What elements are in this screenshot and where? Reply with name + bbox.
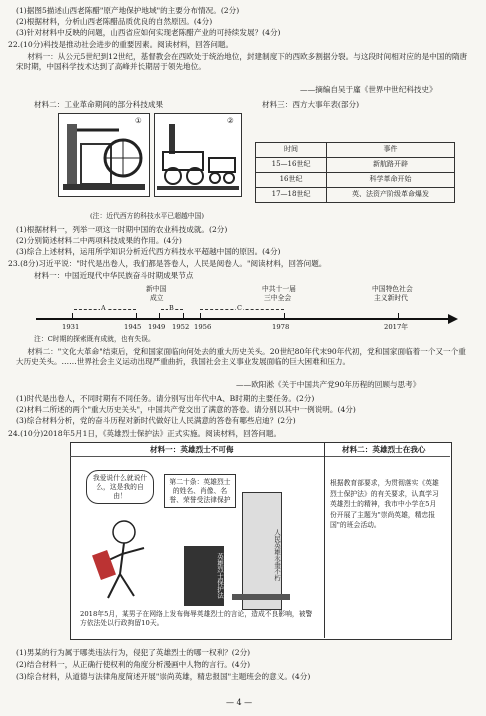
- table-row: [256, 188, 455, 203]
- image-label-1: ①: [135, 116, 142, 125]
- q22-header: 22.(10分)科技是推动社会进步的重要因素。阅读材料，回答问题。: [8, 40, 234, 49]
- steam-engine-image: [58, 113, 150, 197]
- table-cell: 新航路开辟: [327, 158, 455, 173]
- tick: [284, 313, 285, 320]
- monument: 人民英雄永垂不朽: [242, 492, 282, 610]
- timeline-node-prc-b: 成立: [150, 294, 164, 302]
- timeline-node-new-era-b: 主义新时代: [374, 294, 408, 302]
- q23-timeline-note: 注：C时期的探索既有成就，也有失误。: [34, 335, 155, 343]
- q23-sub3: (3)综合材料分析，党的奋斗历程对新时代做好让人民满意的答卷有哪些启迪？(2分): [16, 416, 296, 425]
- monument-base: [232, 594, 290, 600]
- q24-sub1: (1)男某的行为属于哪类违法行为，侵犯了英雄烈士的哪一权利？(2分): [16, 648, 251, 657]
- timeline-arrow-icon: [448, 314, 458, 324]
- tick: [398, 313, 399, 320]
- page-number: — 4 —: [226, 698, 253, 707]
- tick: [72, 313, 73, 320]
- q23-sub2: (2)材料二所述的两个"重大历史关头"，中国共产党交出了满意的答卷。请分别以其中一例说明。(4分): [16, 405, 356, 414]
- q21-sub3: (3)针对材料中反映的问题，山西省应如何实现老陈醋产业的可持续发展？(4分): [16, 28, 281, 37]
- year-label: 1952: [172, 323, 190, 331]
- q24-sub2: (2)结合材料一，从正确行使权利的角度分析漫画中人物的言行。(4分): [16, 660, 251, 669]
- year-label: 1956: [194, 323, 212, 331]
- year-label: 1978: [272, 323, 290, 331]
- table-cell: 科学革命开始: [327, 173, 455, 188]
- q22-material1: 材料一：从公元5世纪到12世纪，基督教会在西欧处于统治地位，封建制度下的西欧多割据分裂。与这段时间相对应的是中国的隋唐宋时期，中国科学技术达到了高峰并长期居于领先地位。: [16, 52, 468, 71]
- q24-sub3: (3)综合材料，从道德与法律角度简述开展"崇尚英雄，精忠报国"主题班会的意义。(4分): [16, 672, 311, 681]
- q24-material2-text: 根据教育部要求，为贯彻落实《英雄烈士保护法》的有关要求，认真学习英雄烈士的精神，我市中小学在5月份开展了主题为"崇尚英雄，精忠报国"的班会活动。: [330, 479, 439, 530]
- year-label: 2017年: [384, 323, 409, 331]
- year-label: 1945: [124, 323, 142, 331]
- table-header-cell: 事件: [327, 143, 455, 158]
- q22-material2-title: 材料二：工业革命期间的部分科技成果: [34, 100, 164, 109]
- q24-header: 24.(10分)2018年5月1日，《英雄烈士保护法》正式实施。阅读材料，回答问题。: [8, 429, 282, 438]
- timeline-node-third-plenum: 中共十一届: [262, 285, 296, 293]
- q22-material3-title: 材料三：西方大事年表(部分): [262, 100, 360, 109]
- man-figure-icon: [90, 518, 160, 602]
- tick: [200, 313, 201, 320]
- speech-bubble-law: 第二十条：英雄烈士的姓名、肖像、名誉、荣誉受法律保护: [164, 474, 236, 508]
- frame-divider: [70, 456, 450, 457]
- segment-a-label: A: [101, 304, 106, 312]
- q22-sub1: (1)根据材料一，列举一项这一时期中国的农业科技成就。(2分): [16, 225, 228, 234]
- q22-material2-note: (注：近代西方的科技水平已超越中国): [90, 212, 205, 220]
- q22-sub2: (2)分别简述材料二中两项科技成果的作用。(4分): [16, 236, 182, 245]
- cartoon: [80, 462, 316, 606]
- q24-material1-title: 材料一：英雄烈士不可侮: [150, 445, 234, 454]
- q23-header: 23.(8分)习近平说："时代是出卷人，我们都是答卷人，人民是阅卷人。"阅读材料，回答问题。: [8, 259, 327, 268]
- q21-sub2: (2)根据材料，分析山西老陈醋品质优良的自然原因。(4分): [16, 17, 213, 26]
- table-cell: 15—16世纪: [256, 158, 327, 173]
- speech-bubble-man: 我爱说什么就说什么，这是我的自由！: [86, 470, 154, 504]
- q24-material1-caption: 2018年5月，某男子在网络上发布侮辱英雄烈士的言论，造成不良影响，被警方依法处以行政拘留10天。: [80, 610, 313, 627]
- image-label-2: ②: [227, 116, 234, 125]
- tick: [136, 313, 137, 320]
- western-events-table: [255, 142, 455, 203]
- q24-material2-title: 材料二：英雄烈士在我心: [342, 445, 426, 454]
- year-label: 1949: [148, 323, 166, 331]
- table-row: [256, 173, 455, 188]
- locomotive-image: [154, 113, 242, 197]
- q21-sub1: (1)据图5描述山西老陈醋"原产地保护地域"的主要分布情况。(2分): [16, 6, 240, 15]
- q23-material2-source: ——欧阳淞《关于中国共产党90年历程的回顾与思考》: [236, 380, 421, 389]
- segment-b-label: B: [169, 304, 174, 312]
- law-book: 英雄烈士保护法: [184, 546, 224, 606]
- q23-material2: 材料二："文化大革命"结束后，党和国家面临向何处去的重大历史关头。20世纪80年代末90年代初，党和国家面临着一个又一个重大历史关头。……世界社会主义运动出现严重曲折，我国社会主义事业发展面临的巨大困难和压力。: [16, 347, 466, 366]
- table-cell: 英、法资产阶级革命爆发: [327, 188, 455, 203]
- segment-c-label: C: [237, 304, 242, 312]
- table-header-row: [256, 143, 455, 158]
- q23-material1-title: 材料一：中国近现代中华民族奋斗时期成果节点: [34, 271, 194, 280]
- year-label: 1931: [62, 323, 80, 331]
- table-row: [256, 158, 455, 173]
- table-header-cell: 时间: [256, 143, 327, 158]
- frame-col-divider: [324, 442, 325, 638]
- tick: [159, 313, 160, 320]
- table-cell: 16世纪: [256, 173, 327, 188]
- timeline-node-new-era: 中国特色社会: [372, 285, 413, 293]
- timeline-node-third-plenum-b: 三中全会: [264, 294, 292, 302]
- q22-material1-source: ——摘编自吴于廑《世界中世纪科技史》: [300, 85, 437, 94]
- table-cell: 17—18世纪: [256, 188, 327, 203]
- q23-sub1: (1)时代是出卷人，不同时期有不同任务。请分别写出年代中A、B时期的主要任务。(2分): [16, 394, 315, 403]
- timeline-node-prc: 新中国: [146, 285, 167, 293]
- q22-sub3: (3)综合上述材料，运用所学知识分析近代西方科技水平超越中国的原因。(4分): [16, 247, 281, 256]
- tick: [183, 313, 184, 320]
- timeline-axis: [36, 318, 452, 320]
